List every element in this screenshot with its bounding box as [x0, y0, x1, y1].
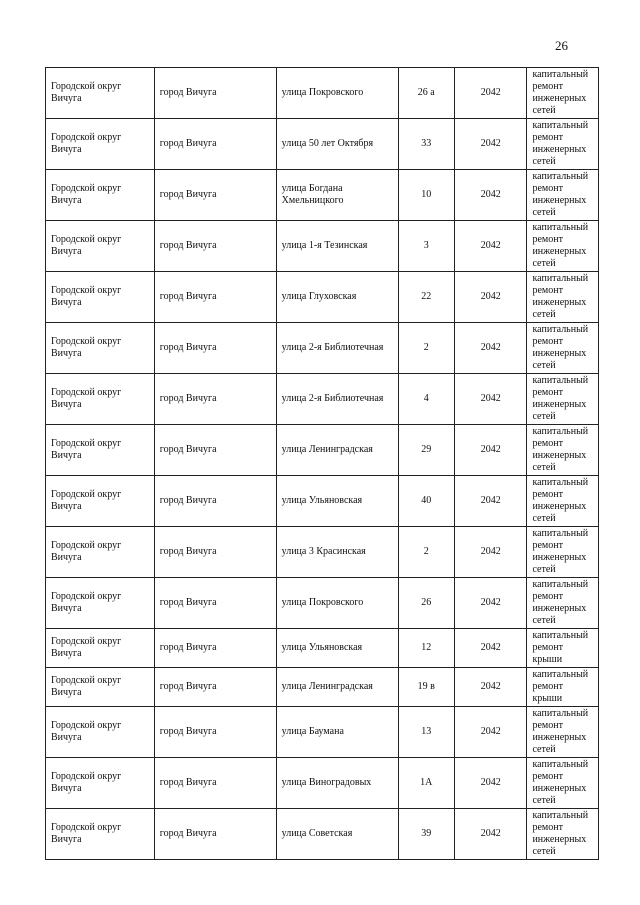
city-cell: город Вичуга: [154, 809, 276, 860]
district-cell: Городской округ Вичуга: [46, 221, 155, 272]
street-cell: улица Ленинградская: [276, 425, 398, 476]
district-cell: Городской округ Вичуга: [46, 707, 155, 758]
work-type-cell: капитальный ремонт инженерных сетей: [527, 707, 599, 758]
house-number-cell: 22: [398, 272, 454, 323]
district-cell: Городской округ Вичуга: [46, 629, 155, 668]
repair-schedule-table: [45, 67, 599, 860]
city-cell: город Вичуга: [154, 527, 276, 578]
work-type-cell: капитальный ремонт инженерных сетей: [527, 323, 599, 374]
year-cell: 2042: [454, 221, 527, 272]
street-cell: улица Богдана Хмельницкого: [276, 170, 398, 221]
table-row: [46, 272, 599, 323]
work-type-cell: капитальный ремонт инженерных сетей: [527, 425, 599, 476]
table-row: [46, 476, 599, 527]
year-cell: 2042: [454, 476, 527, 527]
table-body: [46, 68, 599, 860]
district-cell: Городской округ Вичуга: [46, 170, 155, 221]
table-row: [46, 629, 599, 668]
work-type-cell: капитальный ремонт крыши: [527, 629, 599, 668]
district-cell: Городской округ Вичуга: [46, 119, 155, 170]
work-type-cell: капитальный ремонт инженерных сетей: [527, 476, 599, 527]
district-cell: Городской округ Вичуга: [46, 425, 155, 476]
table-row: [46, 527, 599, 578]
house-number-cell: 1А: [398, 758, 454, 809]
street-cell: улица 50 лет Октября: [276, 119, 398, 170]
table-row: [46, 809, 599, 860]
house-number-cell: 4: [398, 374, 454, 425]
year-cell: 2042: [454, 68, 527, 119]
table-row: [46, 170, 599, 221]
street-cell: улица Ульяновская: [276, 629, 398, 668]
city-cell: город Вичуга: [154, 374, 276, 425]
street-cell: улица Покровского: [276, 68, 398, 119]
work-type-cell: капитальный ремонт инженерных сетей: [527, 119, 599, 170]
house-number-cell: 12: [398, 629, 454, 668]
district-cell: Городской округ Вичуга: [46, 68, 155, 119]
house-number-cell: 39: [398, 809, 454, 860]
table-row: [46, 758, 599, 809]
work-type-cell: капитальный ремонт инженерных сетей: [527, 272, 599, 323]
year-cell: 2042: [454, 425, 527, 476]
street-cell: улица 1-я Тезинская: [276, 221, 398, 272]
table-row: [46, 707, 599, 758]
street-cell: улица Глуховская: [276, 272, 398, 323]
year-cell: 2042: [454, 119, 527, 170]
work-type-cell: капитальный ремонт инженерных сетей: [527, 68, 599, 119]
street-cell: улица 2-я Библиотечная: [276, 323, 398, 374]
district-cell: Городской округ Вичуга: [46, 578, 155, 629]
work-type-cell: капитальный ремонт инженерных сетей: [527, 221, 599, 272]
city-cell: город Вичуга: [154, 119, 276, 170]
house-number-cell: 19 в: [398, 668, 454, 707]
year-cell: 2042: [454, 809, 527, 860]
city-cell: город Вичуга: [154, 629, 276, 668]
city-cell: город Вичуга: [154, 272, 276, 323]
year-cell: 2042: [454, 323, 527, 374]
district-cell: Городской округ Вичуга: [46, 758, 155, 809]
district-cell: Городской округ Вичуга: [46, 374, 155, 425]
street-cell: улица Виноградовых: [276, 758, 398, 809]
house-number-cell: 33: [398, 119, 454, 170]
house-number-cell: 40: [398, 476, 454, 527]
house-number-cell: 2: [398, 527, 454, 578]
house-number-cell: 10: [398, 170, 454, 221]
city-cell: город Вичуга: [154, 323, 276, 374]
city-cell: город Вичуга: [154, 221, 276, 272]
year-cell: 2042: [454, 527, 527, 578]
year-cell: 2042: [454, 668, 527, 707]
year-cell: 2042: [454, 629, 527, 668]
district-cell: Городской округ Вичуга: [46, 323, 155, 374]
street-cell: улица 3 Красинская: [276, 527, 398, 578]
city-cell: город Вичуга: [154, 476, 276, 527]
house-number-cell: 29: [398, 425, 454, 476]
work-type-cell: капитальный ремонт инженерных сетей: [527, 527, 599, 578]
house-number-cell: 26 а: [398, 68, 454, 119]
street-cell: улица Ленинградская: [276, 668, 398, 707]
work-type-cell: капитальный ремонт инженерных сетей: [527, 578, 599, 629]
city-cell: город Вичуга: [154, 170, 276, 221]
city-cell: город Вичуга: [154, 68, 276, 119]
district-cell: Городской округ Вичуга: [46, 527, 155, 578]
city-cell: город Вичуга: [154, 425, 276, 476]
street-cell: улица Баумана: [276, 707, 398, 758]
year-cell: 2042: [454, 758, 527, 809]
district-cell: Городской округ Вичуга: [46, 668, 155, 707]
year-cell: 2042: [454, 374, 527, 425]
table-row: [46, 68, 599, 119]
year-cell: 2042: [454, 170, 527, 221]
table-row: [46, 323, 599, 374]
house-number-cell: 3: [398, 221, 454, 272]
street-cell: улица Советская: [276, 809, 398, 860]
city-cell: город Вичуга: [154, 668, 276, 707]
city-cell: город Вичуга: [154, 578, 276, 629]
table-row: [46, 374, 599, 425]
district-cell: Городской округ Вичуга: [46, 476, 155, 527]
street-cell: улица Ульяновская: [276, 476, 398, 527]
work-type-cell: капитальный ремонт инженерных сетей: [527, 374, 599, 425]
work-type-cell: капитальный ремонт крыши: [527, 668, 599, 707]
work-type-cell: капитальный ремонт инженерных сетей: [527, 809, 599, 860]
page-number: 26: [555, 38, 568, 53]
table-row: [46, 668, 599, 707]
work-type-cell: капитальный ремонт инженерных сетей: [527, 758, 599, 809]
table-row: [46, 119, 599, 170]
street-cell: улица Покровского: [276, 578, 398, 629]
table-row: [46, 425, 599, 476]
year-cell: 2042: [454, 272, 527, 323]
street-cell: улица 2-я Библиотечная: [276, 374, 398, 425]
district-cell: Городской округ Вичуга: [46, 809, 155, 860]
table-row: [46, 578, 599, 629]
city-cell: город Вичуга: [154, 707, 276, 758]
table-row: [46, 221, 599, 272]
house-number-cell: 26: [398, 578, 454, 629]
house-number-cell: 2: [398, 323, 454, 374]
house-number-cell: 13: [398, 707, 454, 758]
city-cell: город Вичуга: [154, 758, 276, 809]
year-cell: 2042: [454, 707, 527, 758]
district-cell: Городской округ Вичуга: [46, 272, 155, 323]
work-type-cell: капитальный ремонт инженерных сетей: [527, 170, 599, 221]
year-cell: 2042: [454, 578, 527, 629]
